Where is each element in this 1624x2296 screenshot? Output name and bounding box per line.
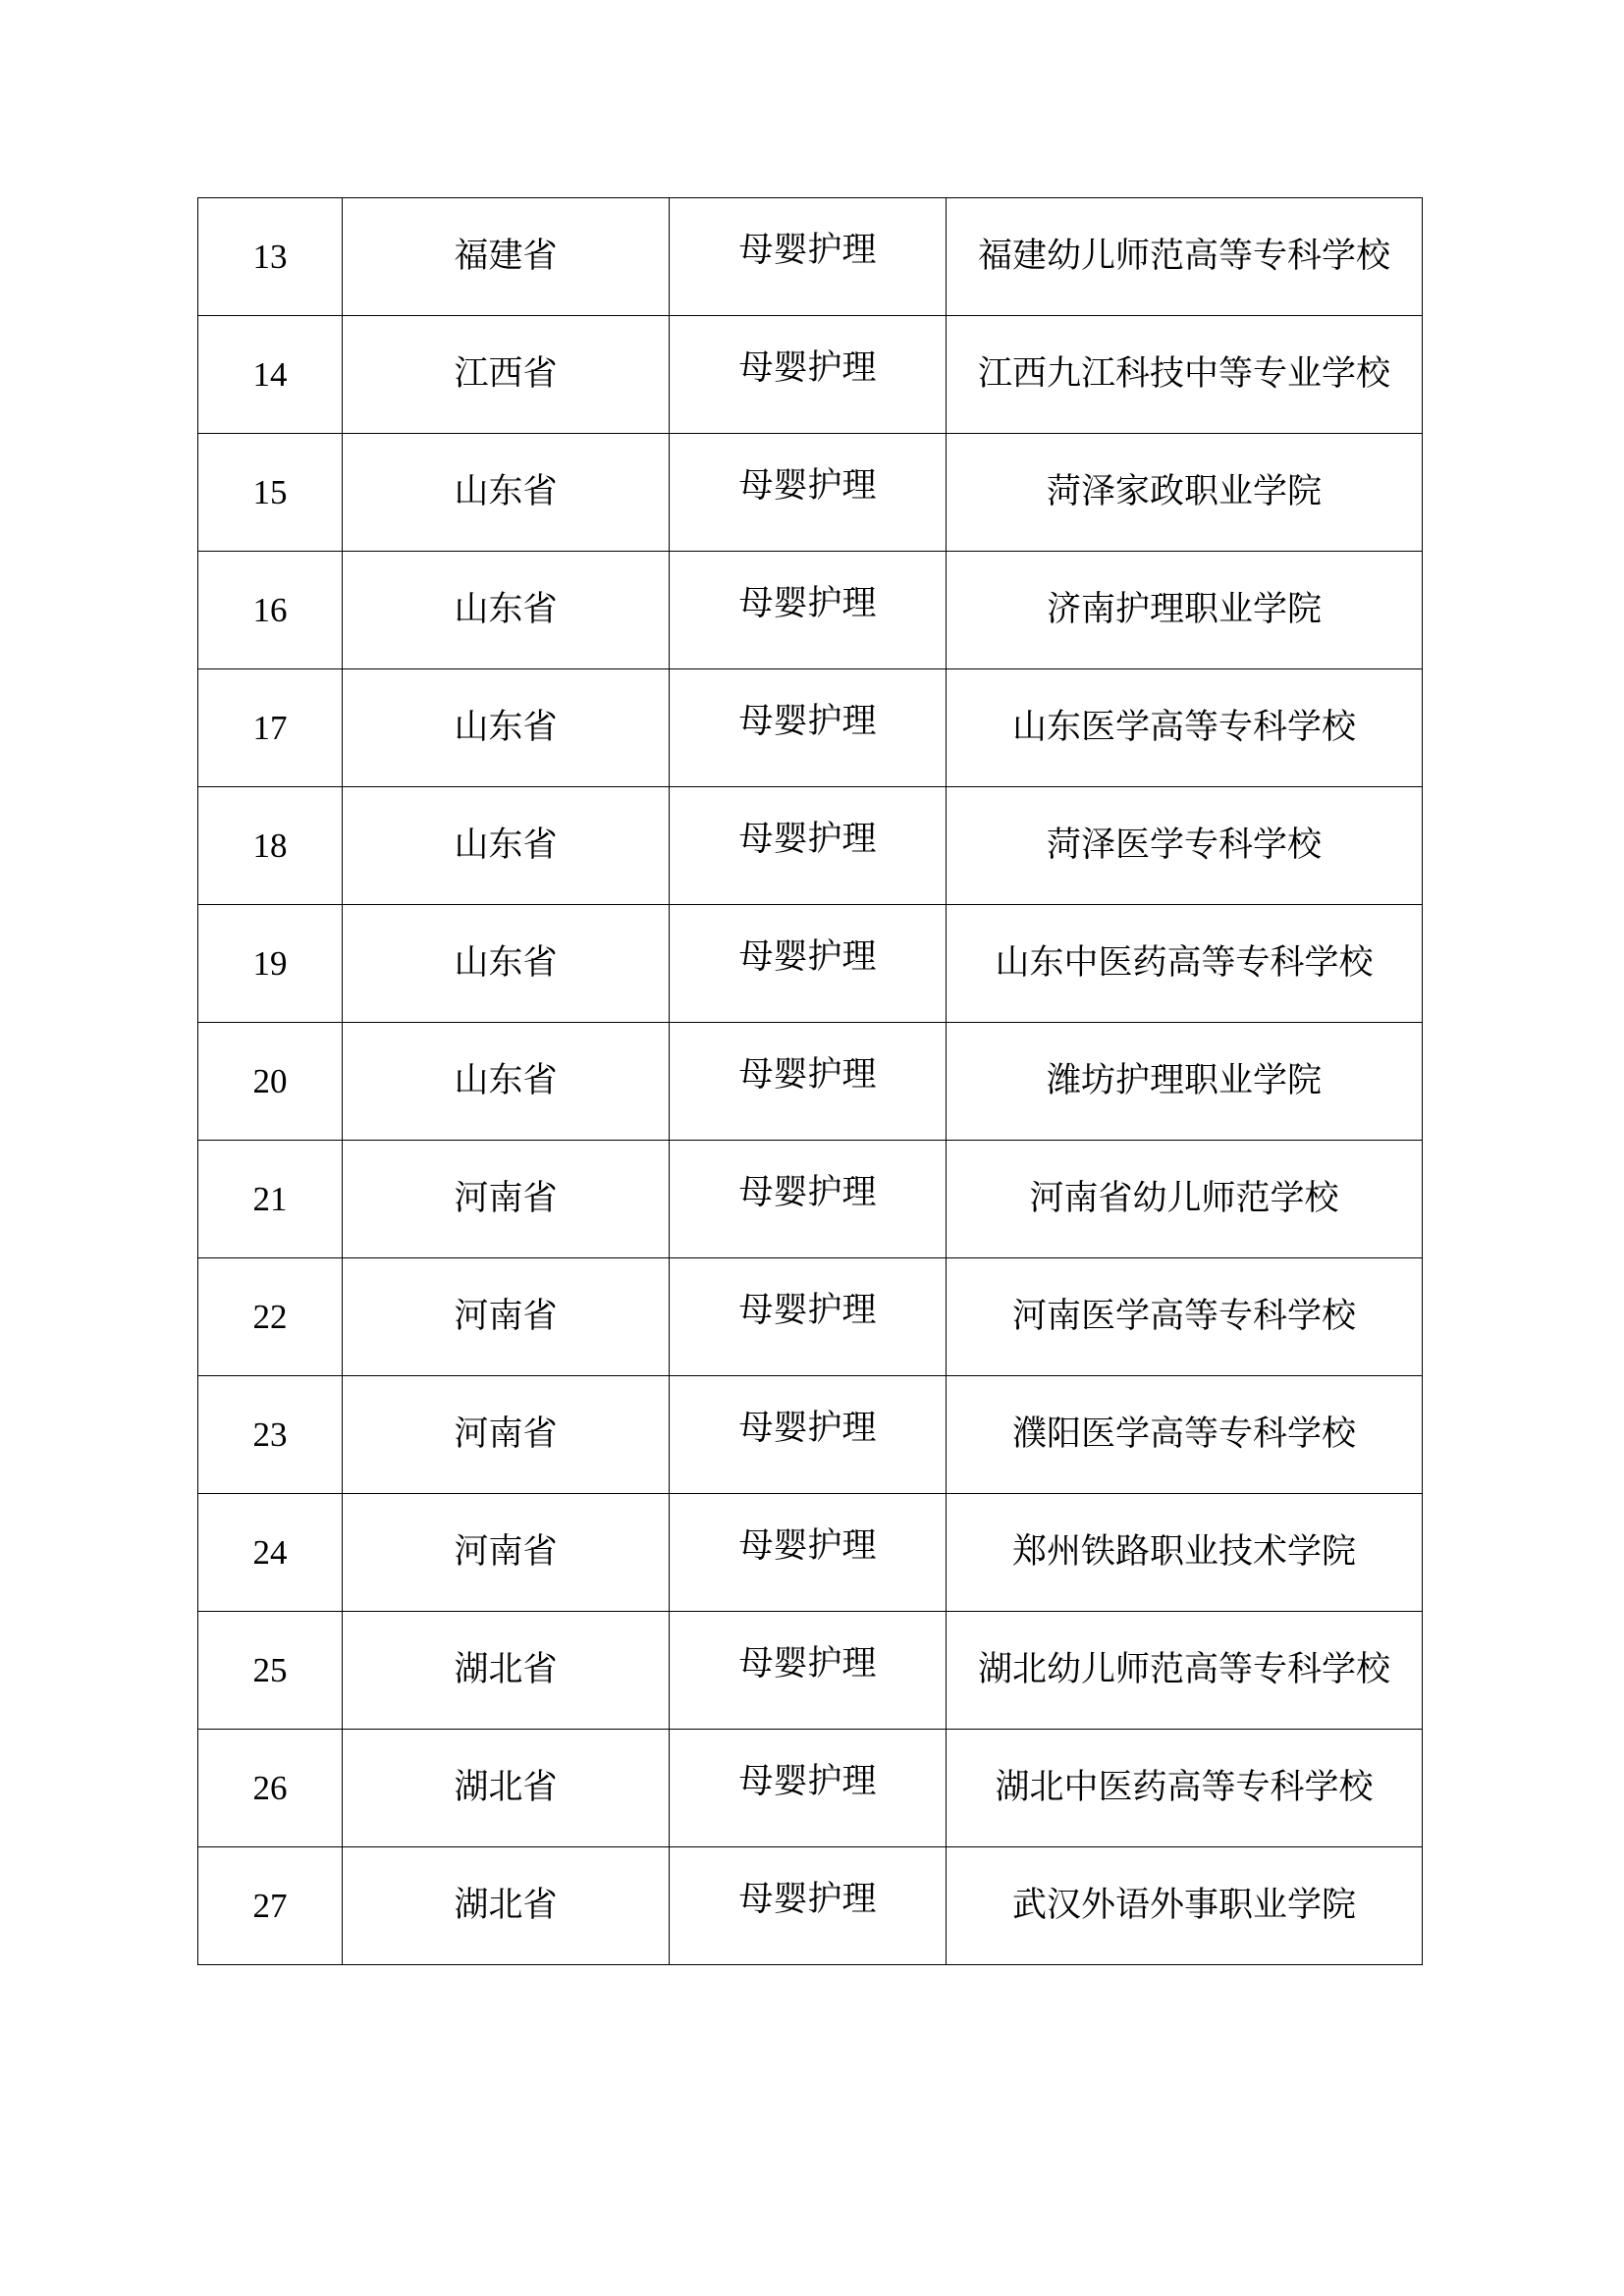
province-cell-text: 山东省: [454, 943, 558, 983]
school-name-cell-text: 河南省幼儿师范学校: [1029, 1179, 1339, 1218]
school-name-cell: [947, 1847, 1423, 1965]
province-cell-text: 山东省: [454, 590, 558, 629]
school-name-cell: [947, 669, 1423, 787]
province-cell: [343, 1023, 670, 1141]
school-name-cell: [947, 198, 1423, 316]
province-cell: [343, 1847, 670, 1965]
major-cell: [670, 1376, 947, 1494]
major-cell-text: 母婴护理: [738, 1644, 877, 1683]
province-cell-text: 山东省: [454, 708, 558, 747]
row-number-cell: [198, 669, 343, 787]
province-cell: [343, 1376, 670, 1494]
row-number-cell: [198, 1730, 343, 1847]
school-name-cell-text: 湖北幼儿师范高等专科学校: [977, 1650, 1390, 1689]
school-name-cell: [947, 1023, 1423, 1141]
table-row: [198, 434, 1423, 552]
table-row: [198, 1376, 1423, 1494]
row-number-cell-text: 15: [252, 473, 288, 511]
province-cell: [343, 552, 670, 669]
major-cell-text: 母婴护理: [738, 937, 877, 977]
row-number-cell-text: 25: [252, 1651, 288, 1689]
table-row: [198, 1730, 1423, 1847]
row-number-cell-text: 13: [252, 238, 288, 276]
major-cell-text: 母婴护理: [738, 231, 877, 270]
province-cell: [343, 316, 670, 434]
school-name-cell-text: 山东医学高等专科学校: [1011, 708, 1356, 747]
school-name-cell-text: 武汉外语外事职业学院: [1011, 1886, 1356, 1925]
row-number-cell: [198, 434, 343, 552]
province-cell: [343, 1141, 670, 1258]
major-cell: [670, 1141, 947, 1258]
major-cell: [670, 552, 947, 669]
school-name-cell-text: 江西九江科技中等专业学校: [977, 354, 1390, 394]
school-name-cell-text: 郑州铁路职业技术学院: [1011, 1532, 1356, 1572]
major-cell-text: 母婴护理: [738, 1526, 877, 1566]
row-number-cell-text: 27: [252, 1887, 288, 1925]
major-cell-text: 母婴护理: [738, 1762, 877, 1801]
province-cell-text: 河南省: [454, 1297, 558, 1336]
row-number-cell-text: 14: [252, 355, 288, 394]
major-cell-text: 母婴护理: [738, 584, 877, 623]
province-cell-text: 山东省: [454, 472, 558, 511]
major-cell-text: 母婴护理: [738, 1880, 877, 1919]
province-cell-text: 湖北省: [454, 1886, 558, 1925]
table-row: [198, 669, 1423, 787]
province-cell: [343, 1730, 670, 1847]
row-number-cell: [198, 552, 343, 669]
row-number-cell-text: 26: [252, 1769, 288, 1807]
major-cell: [670, 1612, 947, 1730]
table-row: [198, 1258, 1423, 1376]
row-number-cell: [198, 1258, 343, 1376]
school-name-cell: [947, 1612, 1423, 1730]
row-number-cell: [198, 1847, 343, 1965]
province-cell-text: 河南省: [454, 1532, 558, 1572]
table-row: [198, 552, 1423, 669]
row-number-cell: [198, 1494, 343, 1612]
row-number-cell: [198, 787, 343, 905]
school-name-cell: [947, 1141, 1423, 1258]
row-number-cell-text: 23: [252, 1415, 288, 1454]
province-cell-text: 河南省: [454, 1179, 558, 1218]
school-name-cell-text: 河南医学高等专科学校: [1011, 1297, 1356, 1336]
row-number-cell-text: 22: [252, 1298, 288, 1336]
table-row: [198, 1847, 1423, 1965]
major-cell: [670, 434, 947, 552]
major-cell: [670, 905, 947, 1023]
school-name-cell: [947, 787, 1423, 905]
school-name-cell: [947, 316, 1423, 434]
table-row: [198, 905, 1423, 1023]
school-name-cell-text: 菏泽医学专科学校: [1046, 826, 1322, 865]
major-cell: [670, 1023, 947, 1141]
row-number-cell-text: 18: [252, 827, 288, 865]
school-name-cell: [947, 552, 1423, 669]
province-cell-text: 湖北省: [454, 1650, 558, 1689]
province-cell-text: 湖北省: [454, 1768, 558, 1807]
major-cell: [670, 1847, 947, 1965]
row-number-cell-text: 19: [252, 944, 288, 983]
row-number-cell-text: 16: [252, 591, 288, 629]
province-cell-text: 山东省: [454, 1061, 558, 1100]
province-cell: [343, 1258, 670, 1376]
school-name-cell-text: 济南护理职业学院: [1046, 590, 1322, 629]
major-cell: [670, 1258, 947, 1376]
major-cell-text: 母婴护理: [738, 702, 877, 741]
province-cell-text: 山东省: [454, 826, 558, 865]
province-cell: [343, 787, 670, 905]
major-cell-text: 母婴护理: [738, 348, 877, 388]
major-cell-text: 母婴护理: [738, 820, 877, 859]
row-number-cell-text: 20: [252, 1062, 288, 1100]
school-name-cell: [947, 1494, 1423, 1612]
school-name-cell: [947, 905, 1423, 1023]
major-cell: [670, 1730, 947, 1847]
school-name-cell-text: 福建幼儿师范高等专科学校: [977, 237, 1390, 276]
province-cell: [343, 905, 670, 1023]
major-cell-text: 母婴护理: [738, 1173, 877, 1212]
province-cell: [343, 198, 670, 316]
row-number-cell: [198, 1141, 343, 1258]
school-name-cell: [947, 434, 1423, 552]
major-cell: [670, 787, 947, 905]
major-cell: [670, 1494, 947, 1612]
table-row: [198, 1023, 1423, 1141]
school-name-cell-text: 潍坊护理职业学院: [1046, 1061, 1322, 1100]
school-name-cell-text: 山东中医药高等专科学校: [995, 943, 1374, 983]
table-row: [198, 1612, 1423, 1730]
major-cell: [670, 316, 947, 434]
province-cell-text: 河南省: [454, 1415, 558, 1454]
major-cell: [670, 669, 947, 787]
table-row: [198, 1494, 1423, 1612]
row-number-cell: [198, 316, 343, 434]
major-cell-text: 母婴护理: [738, 466, 877, 506]
school-name-cell-text: 湖北中医药高等专科学校: [995, 1768, 1374, 1807]
major-cell-text: 母婴护理: [738, 1055, 877, 1095]
province-cell: [343, 1494, 670, 1612]
row-number-cell: [198, 1023, 343, 1141]
school-list-table: [197, 197, 1423, 1965]
school-name-cell: [947, 1730, 1423, 1847]
row-number-cell-text: 21: [252, 1180, 288, 1218]
major-cell-text: 母婴护理: [738, 1409, 877, 1448]
table-row: [198, 316, 1423, 434]
table-body: [198, 198, 1423, 1965]
province-cell: [343, 1612, 670, 1730]
province-cell-text: 江西省: [454, 354, 558, 394]
table-row: [198, 787, 1423, 905]
major-cell: [670, 198, 947, 316]
school-name-cell: [947, 1376, 1423, 1494]
table-row: [198, 198, 1423, 316]
province-cell-text: 福建省: [454, 237, 558, 276]
school-name-cell: [947, 1258, 1423, 1376]
row-number-cell: [198, 198, 343, 316]
row-number-cell-text: 24: [252, 1533, 288, 1572]
row-number-cell: [198, 1612, 343, 1730]
row-number-cell: [198, 905, 343, 1023]
school-name-cell-text: 濮阳医学高等专科学校: [1011, 1415, 1356, 1454]
row-number-cell-text: 17: [252, 709, 288, 747]
province-cell: [343, 434, 670, 552]
row-number-cell: [198, 1376, 343, 1494]
table-row: [198, 1141, 1423, 1258]
major-cell-text: 母婴护理: [738, 1291, 877, 1330]
province-cell: [343, 669, 670, 787]
school-name-cell-text: 菏泽家政职业学院: [1046, 472, 1322, 511]
